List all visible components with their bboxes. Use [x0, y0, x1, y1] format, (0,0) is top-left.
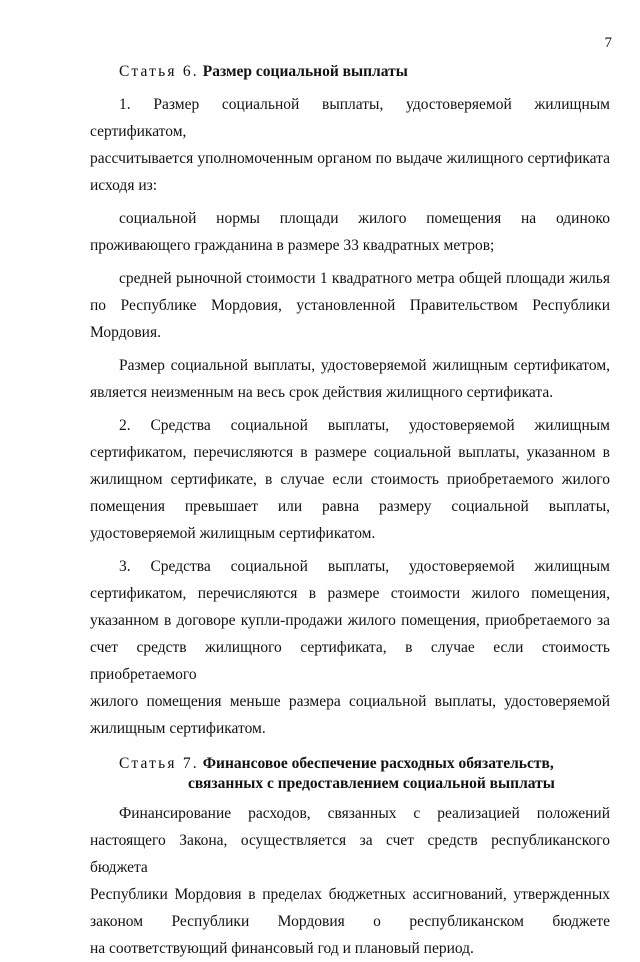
- paragraph-line: 2. Средства социальной выплаты, удостоверяемой жилищным: [119, 417, 610, 434]
- paragraph-line: законом Республики Мордовия о республиканском бюджете: [90, 913, 610, 930]
- paragraph-line: жилищном сертификате, в случае если стоимость приобретаемого жилого: [90, 471, 610, 488]
- article-7-title-line-1: Финансовое обеспечение расходных обязательств,: [202, 755, 554, 772]
- page-number: 7: [604, 35, 612, 51]
- paragraph-line: сертификатом, перечисляются в размере стоимости жилого помещения,: [90, 585, 610, 602]
- paragraph-line: Мордовия.: [90, 324, 161, 341]
- paragraph-line: указанном в договоре купли-продажи жилого помещения, приобретаемого за: [90, 612, 610, 629]
- paragraph-line: Размер социальной выплаты, удостоверяемой жилищным сертификатом,: [119, 357, 610, 374]
- paragraph-line: счет средств жилищного сертификата, в случае если стоимость приобретаемого: [90, 639, 610, 683]
- paragraph-line: исходя из:: [90, 177, 158, 194]
- paragraph-line: Республики Мордовия в пределах бюджетных ассигнований, утвержденных: [90, 886, 610, 903]
- article-7-label: Статья 7.: [119, 755, 199, 772]
- paragraph-line: на соответствующий финансовый год и плановый период.: [90, 940, 474, 957]
- paragraph-line: удостоверяемой жилищным сертификатом.: [90, 525, 376, 542]
- paragraph-line: проживающего гражданина в размере 33 квадратных метров;: [90, 237, 495, 254]
- paragraph-line: жилого помещения меньше размера социальной выплаты, удостоверяемой: [90, 693, 610, 710]
- paragraph-line: 3. Средства социальной выплаты, удостоверяемой жилищным: [119, 558, 610, 575]
- paragraph-line: средней рыночной стоимости 1 квадратного метра общей площади жилья: [119, 270, 610, 287]
- article-7-title-line-2: связанных с предоставлением социальной выплаты: [188, 775, 555, 792]
- paragraph-line: Финансирование расходов, связанных с реализацией положений: [119, 805, 610, 822]
- document-body: [90, 58, 610, 962]
- paragraph-line: является неизменным на весь срок действия жилищного сертификата.: [90, 384, 554, 401]
- paragraph-line: жилищным сертификатом.: [90, 720, 266, 737]
- article-6-title: Размер социальной выплаты: [202, 63, 408, 80]
- paragraph-line: помещения превышает или равна размеру социальной выплаты,: [90, 498, 610, 515]
- paragraph-line: социальной нормы площади жилого помещения на одиноко: [119, 210, 610, 227]
- paragraph-line: по Республике Мордовия, установленной Правительством Республики: [90, 297, 610, 314]
- paragraph-line: настоящего Закона, осуществляется за счет средств республиканского бюджета: [90, 832, 610, 876]
- paragraph-line: 1. Размер социальной выплаты, удостоверяемой жилищным сертификатом,: [90, 96, 610, 140]
- paragraph-line: сертификатом, перечисляются в размере социальной выплаты, указанном в: [90, 444, 610, 461]
- article-6-heading: [90, 58, 610, 85]
- article-7-heading: [90, 754, 610, 774]
- article-6-label: Статья 6.: [119, 63, 199, 80]
- paragraph-line: рассчитывается уполномоченным органом по выдаче жилищного сертификата: [90, 150, 610, 167]
